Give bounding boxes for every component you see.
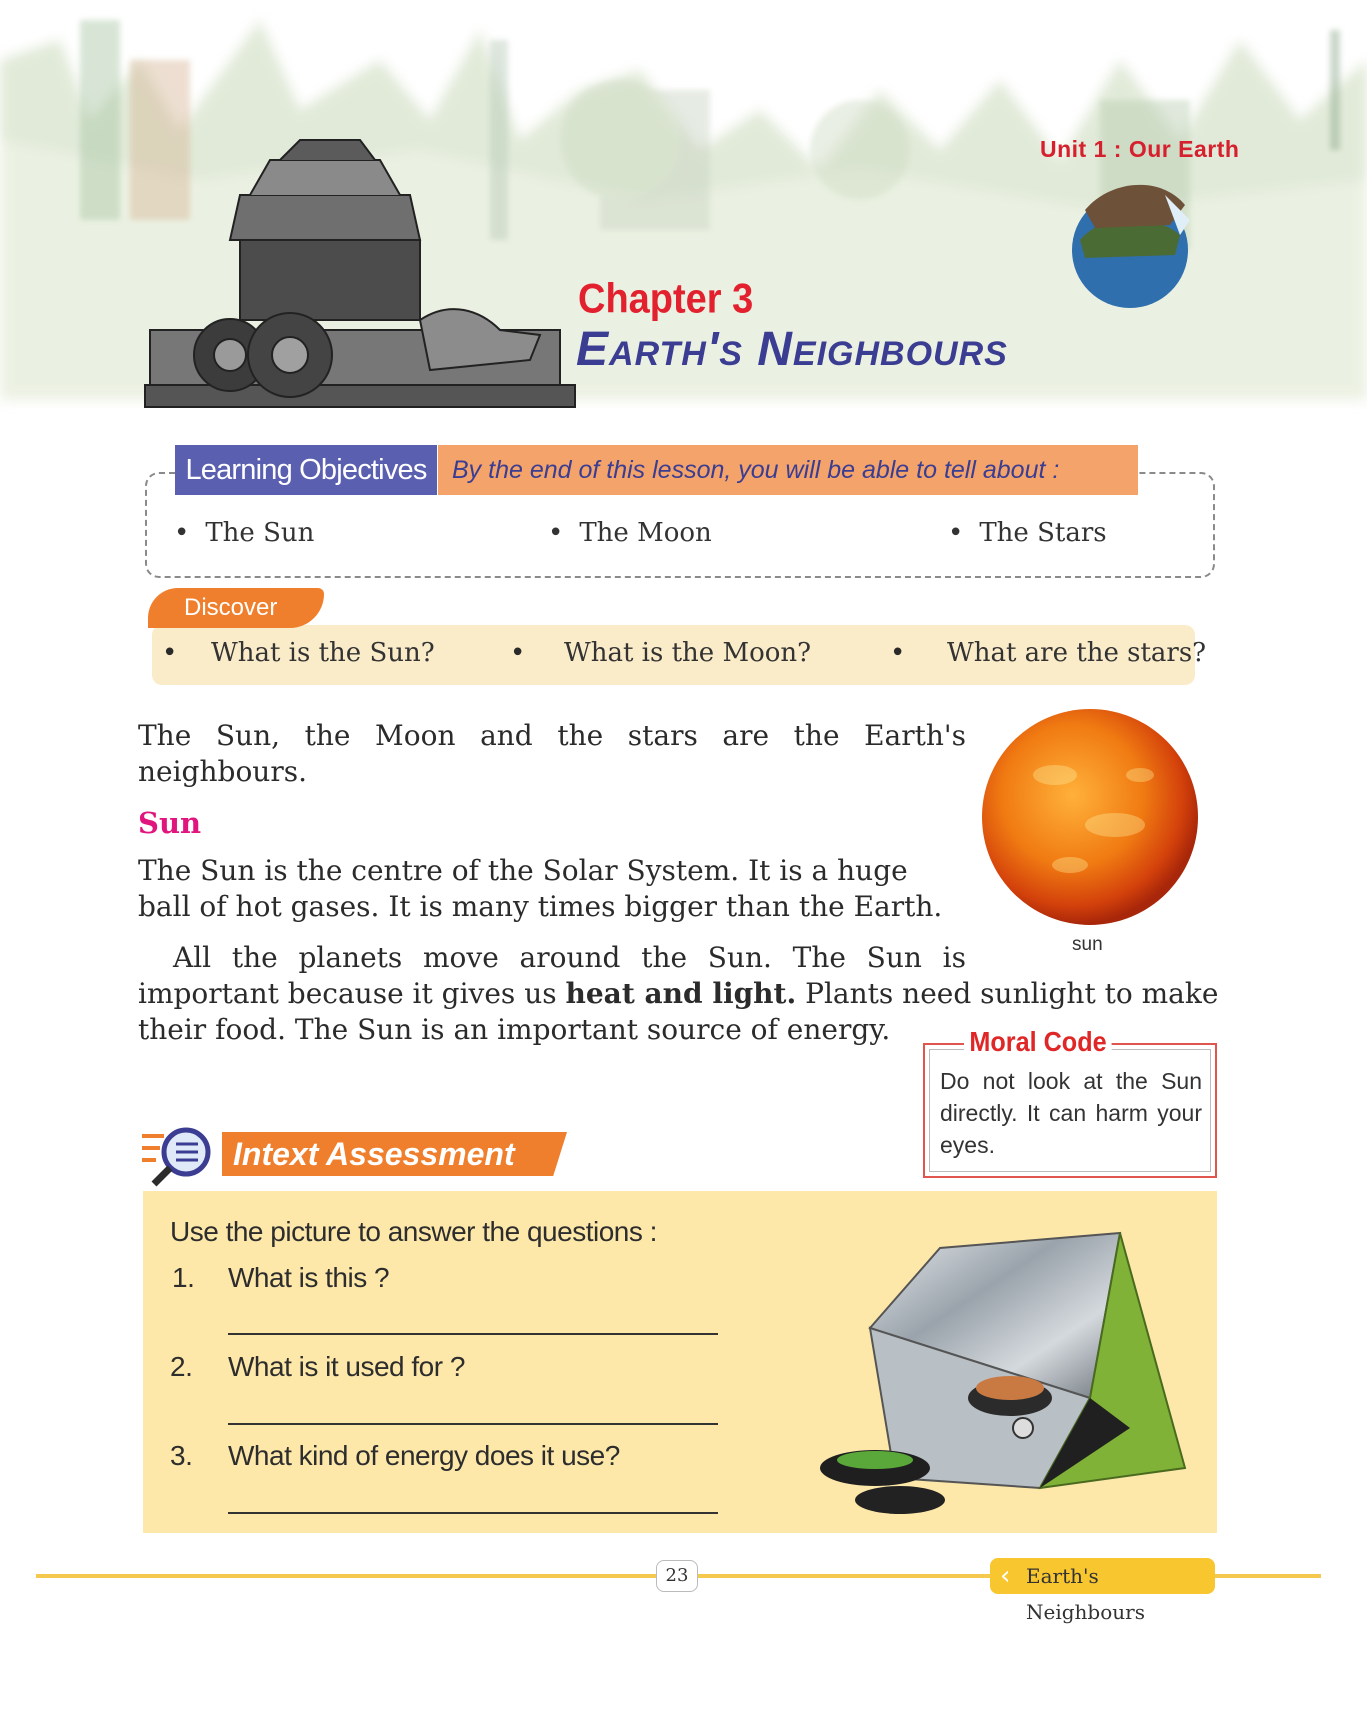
discover-question: What are the stars?	[947, 638, 1207, 668]
answer-line[interactable]	[228, 1333, 718, 1335]
moral-code-title: Moral Code	[964, 1026, 1112, 1058]
chevron-left-icon: ‹	[1000, 1561, 1011, 1591]
objective-item: • The Sun	[174, 518, 314, 548]
bullet-dot: •	[162, 638, 178, 668]
sun-caption: sun	[1072, 934, 1103, 955]
answer-line[interactable]	[228, 1512, 718, 1514]
objective-item: • The Moon	[548, 518, 712, 548]
moral-code-text: Do not look at the Sun directly. It can harm your eyes.	[940, 1068, 1202, 1158]
sun-heading: Sun	[138, 806, 202, 840]
page-number: 23	[656, 1560, 698, 1592]
question-number: 2.	[170, 1351, 193, 1382]
chapter-title: Earth's Neighbours	[576, 323, 1008, 376]
discover-question: What is the Sun?	[211, 638, 435, 668]
question-number: 1.	[172, 1262, 195, 1293]
magnifier-checklist-icon	[142, 1122, 224, 1190]
question-text: What kind of energy does it use?	[228, 1440, 620, 1471]
bullet-dot: •	[890, 638, 906, 668]
sun-paragraph-2-line-2: important because it gives us heat and light. Plants need sunlight to make	[138, 977, 1219, 1010]
sun-paragraph-2-line-3: their food. The Sun is an important source of energy.	[138, 1013, 891, 1046]
intro-paragraph: The Sun, the Moon and the stars are the Earth's neighbours.	[138, 719, 966, 788]
sun-paragraph-2-line-1: All the planets move around the Sun. The Sun is	[173, 941, 966, 974]
sun-image	[975, 705, 1205, 935]
question-text: What is this ?	[228, 1262, 390, 1293]
footer-chapter-tab[interactable]: Earth's Neighbours	[990, 1558, 1215, 1594]
discover-tag: Discover	[148, 588, 324, 628]
discover-question: What is the Moon?	[564, 638, 812, 668]
question-text: What is it used for ?	[228, 1351, 465, 1382]
sun-paragraph-1: The Sun is the centre of the Solar System. It is a huge ball of hot gases. It is many times bigger than the Earth.	[138, 854, 943, 923]
question-number: 3.	[170, 1440, 193, 1471]
objective-item: • The Stars	[948, 518, 1107, 548]
learning-objectives-tag: Learning Objectives	[175, 445, 437, 495]
bullet-dot: •	[510, 638, 526, 668]
learning-objectives-intro: By the end of this lesson, you will be able to tell about :	[438, 445, 1138, 495]
heat-and-light-emphasis: heat and light.	[565, 977, 797, 1010]
solar-cooker-image	[790, 1228, 1190, 1530]
unit-label: Unit 1 : Our Earth	[1040, 136, 1240, 162]
intext-assessment-title: Intext Assessment	[233, 1136, 515, 1172]
assessment-instruction: Use the picture to answer the questions :	[170, 1216, 657, 1247]
answer-line[interactable]	[228, 1423, 718, 1425]
chapter-number: Chapter 3	[578, 276, 754, 323]
